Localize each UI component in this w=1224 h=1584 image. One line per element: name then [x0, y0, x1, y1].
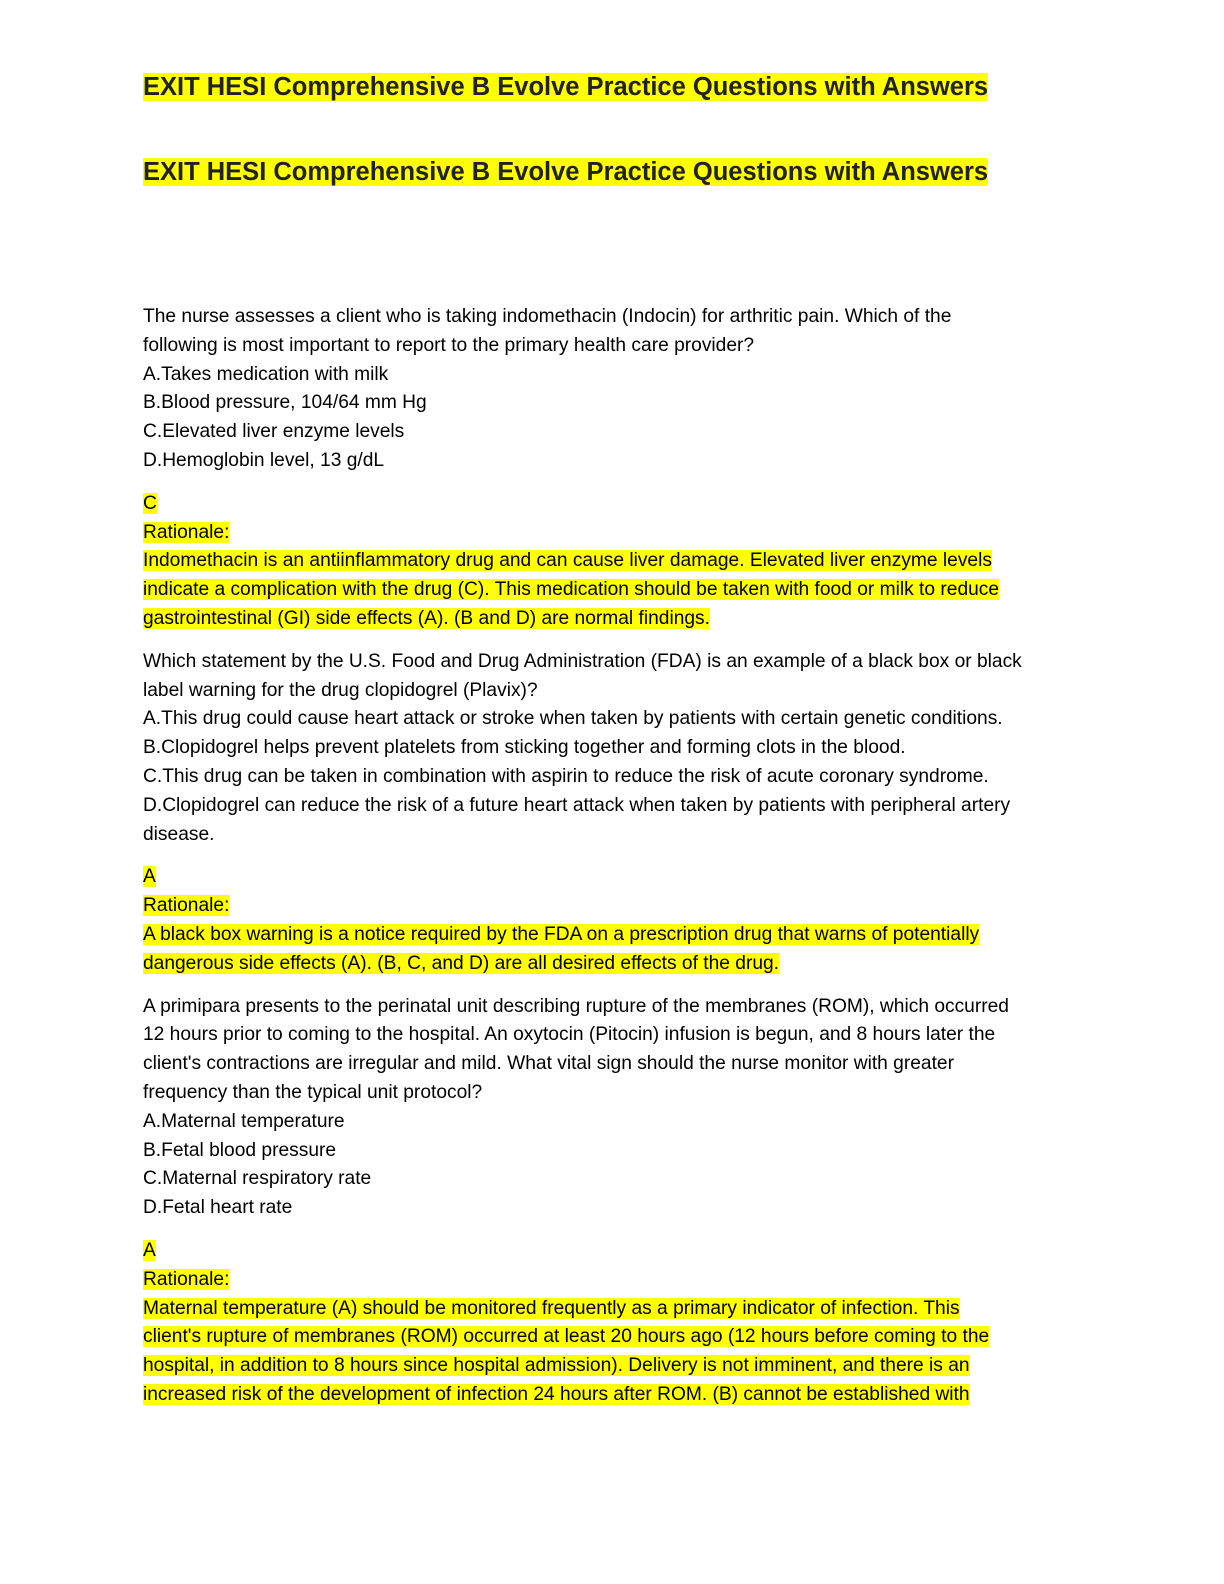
option-a: A.This drug could cause heart attack or stroke when taken by patients with certain genetic conditions. [143, 708, 1003, 730]
rationale-line: gastrointestinal (GI) side effects (A). (B and D) are normal findings. [143, 607, 710, 629]
option-a: A.Takes medication with milk [143, 363, 389, 385]
question-text-line: The nurse assesses a client who is taking indomethacin (Indocin) for arthritic pain. Which of the [143, 306, 952, 327]
rationale-line: client's rupture of membranes (ROM) occurred at least 20 hours ago (12 hours before coming to the [143, 1326, 990, 1348]
answer-letter: A [143, 866, 156, 888]
option-d: D.Fetal heart rate [143, 1197, 293, 1219]
option-a: A.Maternal temperature [143, 1110, 345, 1132]
question-text-line: A primipara presents to the perinatal unit describing rupture of the membranes (ROM), which occurred [143, 995, 1009, 1017]
question-1-answer [143, 490, 1083, 634]
rationale-line: dangerous side effects (A). (B, C, and D) are all desired effects of the drug. [143, 952, 780, 974]
rationale-line: A black box warning is a notice required by the FDA on a prescription drug that warns of potentially [143, 923, 980, 945]
question-text-line: following is most important to report to the primary health care provider? [143, 334, 755, 356]
question-text-line: client's contractions are irregular and mild. What vital sign should the nurse monitor with greater [143, 1053, 954, 1075]
rationale-line: hospital, in addition to 8 hours since hospital admission). Delivery is not imminent, and there is an [143, 1355, 970, 1377]
rationale-label: Rationale: [143, 895, 230, 917]
question-text-line: 12 hours prior to coming to the hospital. An oxytocin (Pitocin) infusion is begun, and 8 hours later the [143, 1024, 996, 1046]
question-text-line: label warning for the drug clopidogrel (Plavix)? [143, 679, 538, 701]
option-d: D.Clopidogrel can reduce the risk of a future heart attack when taken by patients with peripheral artery [143, 794, 1011, 816]
answer-letter: A [143, 1239, 156, 1261]
rationale-line: Indomethacin is an antiinflammatory drug and can cause liver damage. Elevated liver enzyme levels [143, 550, 992, 572]
rationale-line: indicate a complication with the drug (C). This medication should be taken with food or milk to reduce [143, 579, 1000, 601]
option-b: B.Blood pressure, 104/64 mm Hg [143, 392, 427, 414]
document-title: EXIT HESI Comprehensive B Evolve Practice Questions with Answers [143, 73, 989, 101]
question-text-line: Which statement by the U.S. Food and Drug Administration (FDA) is an example of a black box or black [143, 650, 1022, 672]
answer-letter: C [143, 492, 157, 514]
question-2-answer [143, 863, 1083, 978]
option-c: C.Maternal respiratory rate [143, 1168, 372, 1190]
question-3-answer [143, 1237, 1083, 1410]
question-text-line: frequency than the typical unit protocol? [143, 1081, 483, 1103]
document-title-repeat: EXIT HESI Comprehensive B Evolve Practice Questions with Answers [143, 158, 989, 186]
rationale-line: Maternal temperature (A) should be monitored frequently as a primary indicator of infection. This [143, 1297, 960, 1319]
option-b: B.Clopidogrel helps prevent platelets from sticking together and forming clots in the blood. [143, 737, 906, 759]
question-3-stem [143, 993, 1083, 1223]
question-1-stem [143, 303, 1083, 476]
rationale-label: Rationale: [143, 1268, 230, 1290]
rationale-line: increased risk of the development of infection 24 hours after ROM. (B) cannot be established with [143, 1383, 970, 1405]
option-d-continued: disease. [143, 823, 215, 845]
option-c: C.This drug can be taken in combination with aspirin to reduce the risk of acute coronary syndrome. [143, 765, 989, 787]
option-c: C.Elevated liver enzyme levels [143, 421, 405, 443]
document-body [143, 303, 1083, 1410]
question-2-stem [143, 648, 1083, 850]
option-d: D.Hemoglobin level, 13 g/dL [143, 449, 385, 471]
option-b: B.Fetal blood pressure [143, 1139, 337, 1161]
rationale-label: Rationale: [143, 521, 230, 543]
